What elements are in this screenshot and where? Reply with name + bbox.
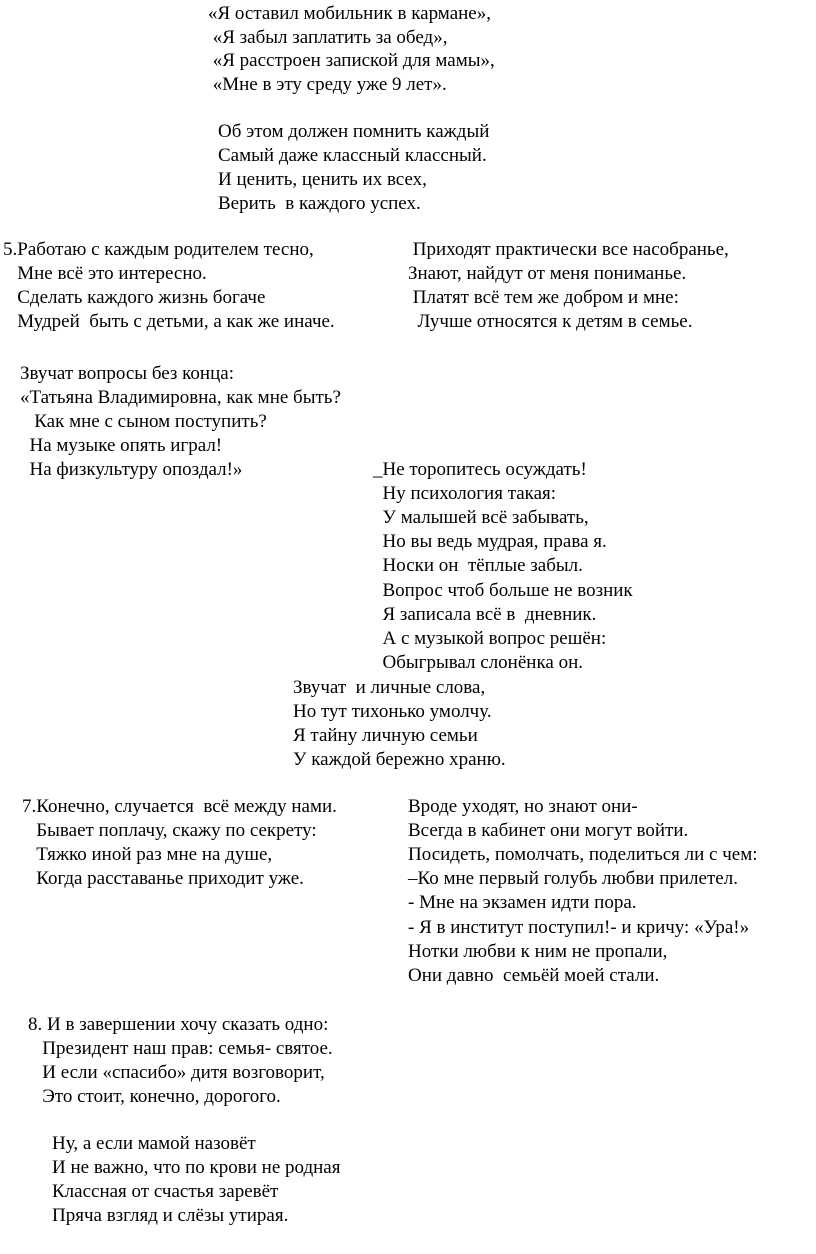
poem-line: Ну психология такая: xyxy=(373,483,557,505)
poem-line: Обыгрывал слонёнка он. xyxy=(373,651,583,673)
poem-line: Пряча взгляд и слёзы утирая. xyxy=(52,1205,289,1226)
poem-line: Мудрей быть с детьми, а как же иначе. xyxy=(3,311,335,332)
poem-line: Вопрос чтоб больше не возник xyxy=(373,579,633,601)
poem-line: Ну, а если мамой назовёт xyxy=(52,1133,256,1154)
poem-line: Всегда в кабинет они могут войти. xyxy=(408,820,689,842)
poem-line: На музыке опять играл! xyxy=(20,435,223,456)
poem-line: Тяжко иной раз мне на душе, xyxy=(22,844,273,865)
poem-line: Я тайну личную семьи xyxy=(293,725,478,746)
poem-line: Сделать каждого жизнь богаче xyxy=(3,287,266,308)
poem-line: Платят всё тем же добром и мне: xyxy=(408,287,679,308)
poem-line: И не важно, что по крови не родная xyxy=(52,1157,341,1178)
poem-line: Посидеть, помолчать, поделиться ли с чем: xyxy=(408,844,758,866)
poem-line: У малышей всё забывать, xyxy=(373,507,589,529)
poem-line: А с музыкой вопрос решён: xyxy=(373,627,607,649)
poem-line: 7.Конечно, случается всё между нами. xyxy=(22,796,337,817)
poem-line: Самый даже классный классный. xyxy=(218,145,487,166)
poem-line: Лучше относятся к детям в семье. xyxy=(408,311,693,332)
poem-line: Президент наш прав: семья- святое. xyxy=(28,1038,333,1059)
poem-line: - Я в институт поступил!- и кричу: «Ура!» xyxy=(408,916,750,938)
poem-line: Классная от счастья заревёт xyxy=(52,1181,279,1202)
poem-line: Нотки любви к ним не пропали, xyxy=(408,940,668,962)
poem-line: Они давно семьёй моей стали. xyxy=(408,964,660,986)
poem-line: –Ко мне первый голубь любви прилетел. xyxy=(408,868,738,890)
poem-line: «Мне в эту среду уже 9 лет». xyxy=(208,74,447,96)
poem-line: И если «спасибо» дитя возговорит, xyxy=(28,1062,325,1083)
poem-line: Приходят практически все насобранье, xyxy=(408,239,729,260)
poem-line: «Я оставил мобильник в кармане», xyxy=(208,3,491,24)
poem-line: Звучат и личные слова, xyxy=(293,677,486,698)
poem-line: Бывает поплачу, скажу по секрету: xyxy=(22,820,317,841)
poem-line: 5.Работаю с каждым родителем тесно, xyxy=(3,239,314,260)
poem-line: Это стоит, конечно, дорогого. xyxy=(28,1086,281,1107)
poem-line: Знают, найдут от меня пониманье. xyxy=(408,263,687,284)
poem-line: «Я забыл заплатить за обед», xyxy=(208,26,448,48)
poem-line: У каждой бережно храню. xyxy=(293,749,506,770)
poem-line: «Татьяна Владимировна, как мне быть? xyxy=(20,387,341,408)
poem-line: Мне всё это интересно. xyxy=(3,263,207,284)
poem-line: - Мне на экзамен идти пора. xyxy=(408,892,637,914)
poem-line: 8. И в завершении хочу сказать одно: xyxy=(28,1014,329,1035)
poem-line: Звучат вопросы без конца: xyxy=(20,363,234,384)
poem-line: Об этом должен помнить каждый xyxy=(218,121,490,142)
poem-line: _Не торопитесь осуждать! xyxy=(373,459,587,480)
poem-line: Но тут тихонько умолчу. xyxy=(293,701,492,722)
poem-line: Как мне с сыном поступить? xyxy=(20,411,267,432)
poem-line: Когда расставанье приходит уже. xyxy=(22,868,304,889)
poem-line: «Я расстроен запиской для мамы», xyxy=(208,50,495,72)
poem-line: Вроде уходят, но знают они- xyxy=(408,796,638,817)
poem-line: Верить в каждого успех. xyxy=(218,193,421,214)
poem-line: Но вы ведь мудрая, права я. xyxy=(373,531,607,553)
poem-line: На физкультуру опоздал!» xyxy=(20,459,243,480)
poem-line: Носки он тёплые забыл. xyxy=(373,555,583,577)
poem-line: Я записала всё в дневник. xyxy=(373,603,597,625)
poem-line: И ценить, ценить их всех, xyxy=(218,169,427,190)
